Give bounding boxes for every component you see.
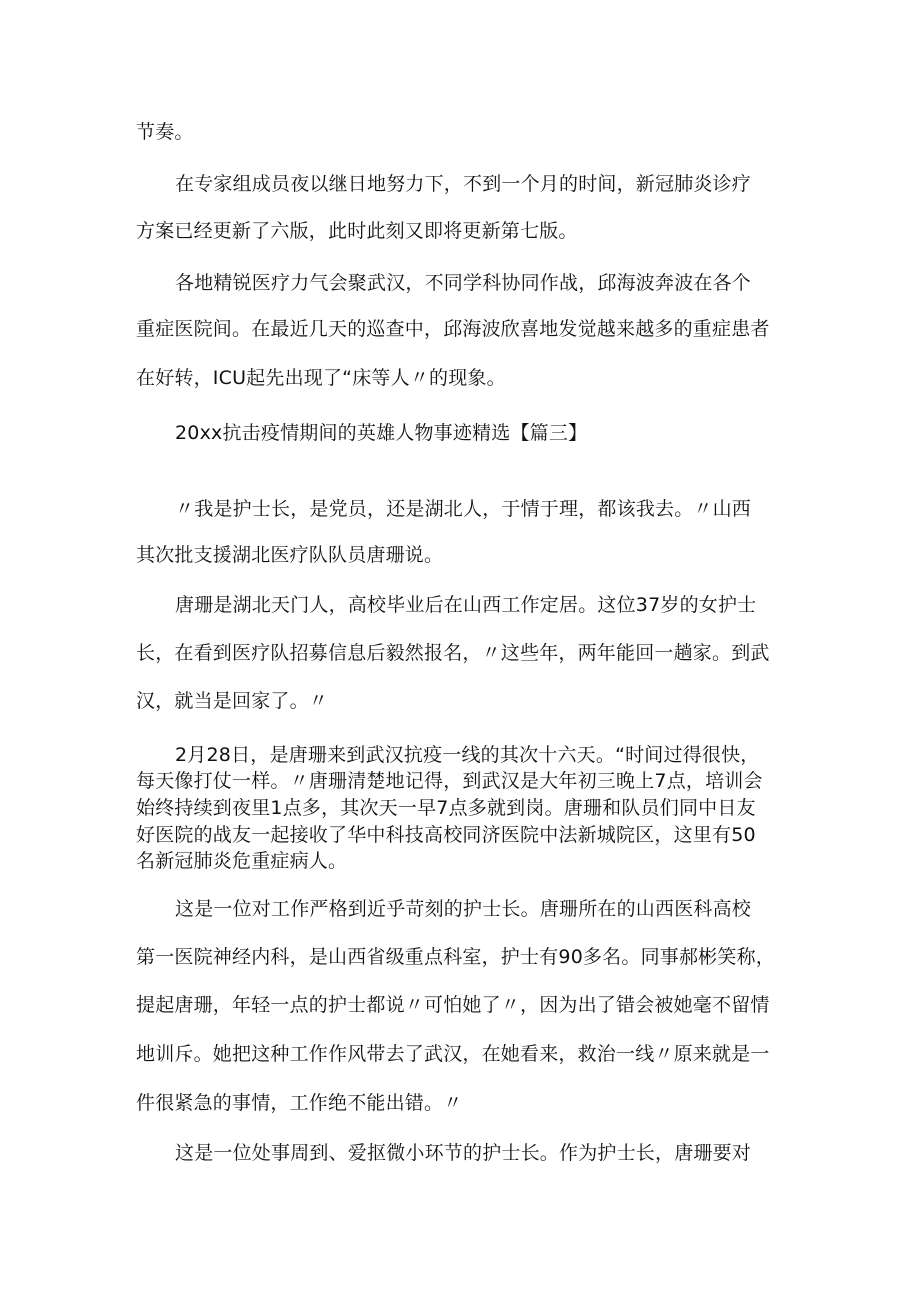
- text-line: 重症医院间。在最近几天的巡查中，邱海波欣喜地发觉越来越多的重症患者: [136, 318, 770, 340]
- text-line: 在好转，ICU起先出现了“床等人〃的现象。: [136, 367, 506, 389]
- text-line: 〃我是护士长，是党员，还是湖北人，于情于理，都该我去。〃山西: [175, 498, 752, 520]
- text-line: 其次批支援湖北医疗队队员唐珊说。: [136, 544, 444, 566]
- text-line: 始终持续到夜里1点多，其次天一早7点多就到岗。唐珊和队员们同中日友: [136, 797, 756, 819]
- text-line: 方案已经更新了六版，此时此刻又即将更新第七版。: [136, 220, 578, 242]
- text-line: 提起唐珊，年轻一点的护士都说〃可怕她了〃，因为出了错会被她毫不留情: [136, 994, 770, 1016]
- text-line: 在专家组成员夜以继日地努力下，不到一个月的时间，新冠肺炎诊疗: [175, 173, 752, 195]
- text-line: 各地精锐医疗力气会聚武汉，不同学科协同作战，邱海波奔波在各个: [175, 272, 752, 294]
- text-line: 这是一位处事周到、爱抠微小环节的护士长。作为护士长，唐珊要对: [175, 1142, 752, 1164]
- text-line: 长，在看到医疗队招募信息后毅然报名，〃这些年，两年能回一趟家。到武: [136, 642, 770, 664]
- text-line: 节奏。: [136, 121, 194, 143]
- text-line: 地训斥。她把这种工作作风带去了武汉，在她看来，救治一线〃原来就是一: [136, 1043, 770, 1065]
- text-line: 汉，就当是回家了。〃: [136, 690, 329, 712]
- text-line: 件很紧急的事情，工作绝不能出错。〃: [136, 1092, 463, 1114]
- text-line: 每天像打仗一样。〃唐珊清楚地记得，到武汉是大年初三晚上7点，培训会: [136, 770, 763, 792]
- section-heading: 20xx抗击疫情期间的英雄人物事迹精选【篇三】: [175, 422, 588, 444]
- text-line: 2月28日，是唐珊来到武汉抗疫一线的其次十六天。“时间过得很快，: [175, 744, 760, 766]
- text-line: 唐珊是湖北天门人，高校毕业后在山西工作定居。这位37岁的女护士: [175, 594, 757, 616]
- text-line: 名新冠肺炎危重症病人。: [136, 850, 348, 872]
- text-line: 第一医院神经内科，是山西省级重点科室，护士有90多名。同事郝彬笑称，: [136, 946, 775, 968]
- text-line: 好医院的战友一起接收了华中科技高校同济医院中法新城院区，这里有50: [136, 824, 756, 846]
- text-line: 这是一位对工作严格到近乎苛刻的护士长。唐珊所在的山西医科高校: [175, 898, 752, 920]
